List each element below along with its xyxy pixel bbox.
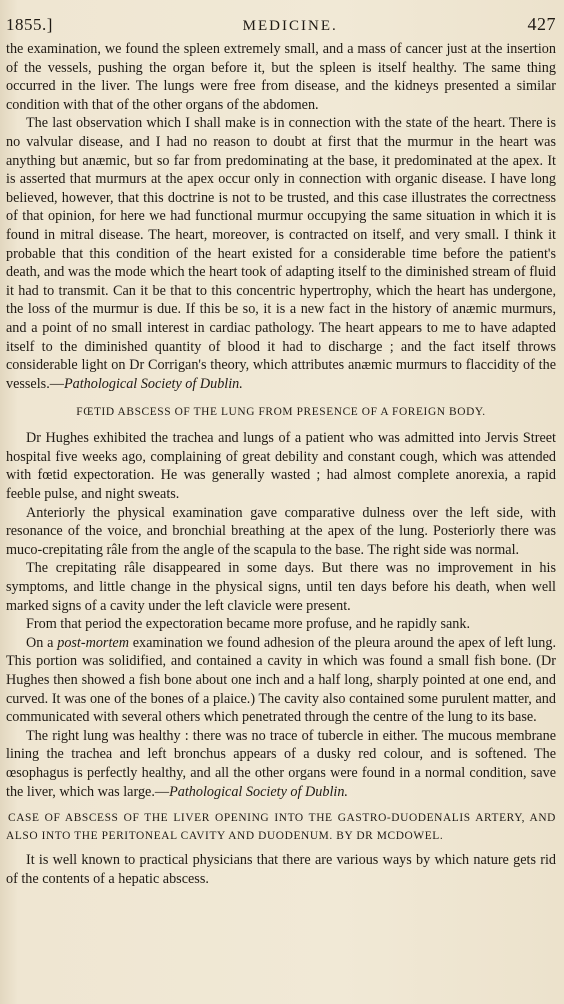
- source-citation: Pathological Society of Dublin.: [169, 783, 348, 800]
- emphasis: post-mortem: [57, 634, 129, 651]
- paragraph-text: examination we found adhesion of the pleura around the apex of left lung. This portion was solidified, and contained a cavity in which was found a small fish bone. (Dr Hughes then showed a fish bone about one inch and a half long, sharply pointed at one end, and curved. It was one of the bones of a plaice.) The cavity also contained some purulent matter, and communicated with several others which penetrated through the centre of the lung to its base.: [6, 634, 556, 726]
- source-citation: Pathological Society of Dublin.: [63, 375, 243, 392]
- paragraph: the examination, we found the spleen extremely small, and a mass of cancer just at the insertion of the vessels, pushing the organ before it, but the spleen is itself healthy. The same thing occurred in the liver. The lungs were free from disease, and the kidneys presented a similar condition with that of the other organs of the abdomen.: [6, 41, 556, 113]
- paragraph-text: The last observation which I shall make is in connection with the state of the heart. There is no valvular disease, and I had no reason to doubt at first that the murmur in the heart was anything but anæmic, but so far from predominating at the base, it predominated at the apex. It is asserted that murmurs at the apex occur only in connection with organic disease. I have long believed, however, that this doctrine is not to be trusted, and this case illustrates the correctness of that opinion, for here we had functional murmur occupying the same situation in which it is found in mitral disease. The heart, moreover, is contracted on itself, and very small. I think it probable that this condition of the heart existed for a considerable time before the patient's death, and was the mode which the heart took of adapting itself to the diminished stream of fluid it had to transmit. Can it be that to this concentric hypertrophy, which the heart has undergone, the loss of the murmur is due. If this be so, it is a new fact in the history of anæmic murmurs, and a point of no small interest in cardiac pathology. The heart appears to me to have adapted itself to the diminished quantity of blood it had to discharge ; and the fact itself throws considerable light on Dr Corrigan's theory, which attributes anæmic murmurs to flaccidity of the vessels.—: [6, 115, 556, 392]
- header-title: MEDICINE.: [242, 18, 338, 34]
- paragraph: From that period the expectoration became more profuse, and he rapidly sank.: [26, 616, 470, 633]
- section-heading: FŒTID ABSCESS OF THE LUNG FROM PRESENCE OF A FOREIGN BODY.: [76, 406, 486, 419]
- paragraph: The crepitating râle disappeared in some days. But there was no improvement in his symptoms, and little change in the physical signs, until ten days before his death, when well marked signs of a cavity under the left clavicle were present.: [6, 560, 556, 614]
- header-year: 1855.]: [6, 15, 53, 34]
- paragraph: It is well known to practical physicians that there are various ways by which nature gets rid of the contents of a hepatic abscess.: [6, 852, 556, 887]
- paragraph: [6, 634, 556, 727]
- page-number: 427: [527, 14, 556, 34]
- paragraph: [6, 727, 556, 801]
- paragraph: Dr Hughes exhibited the trachea and lungs of a patient who was admitted into Jervis Street hospital five weeks ago, complaining of great debility and constant cough, which was attended with fœtid expectoration. He was generally wasted ; had almost complete anorexia, a rapid feeble pulse, and night sweats.: [6, 430, 556, 503]
- paragraph: Anteriorly the physical examination gave comparative dulness over the left side, with resonance of the voice, and bronchial breathing at the apex of the lung. Posteriorly there was muco-crepitating râle from the angle of the scapula to the base. The right side was normal.: [6, 504, 556, 558]
- paragraph: [6, 114, 556, 393]
- paragraph-text: On a: [26, 634, 58, 651]
- running-header: [6, 0, 556, 40]
- paragraph-text: The right lung was healthy : there was no trace of tubercle in either. The mucous membrane lining the trachea and left bronchus appears of a dusky red colour, and is softened. The œsophagus is perfectly healthy, and all the other organs were found in a normal condition, save the liver, which was large.—: [6, 727, 556, 800]
- page-body: [6, 40, 556, 888]
- section-heading: CASE OF ABSCESS OF THE LIVER OPENING INTO THE GASTRO-DUODENALIS ARTERY, AND ALSO INTO THE PERITONEAL CAVITY AND DUODENUM. BY DR MCDOWEL.: [6, 812, 556, 843]
